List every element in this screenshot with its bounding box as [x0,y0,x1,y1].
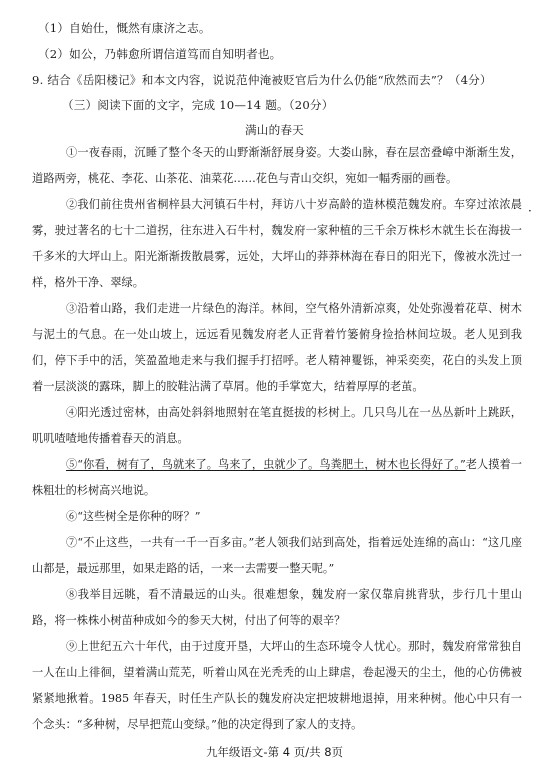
page-footer: 九年级语文-第 4 页/共 8页 [205,745,344,759]
paragraph-5-text [32,452,522,504]
paragraph-1 [32,140,522,192]
paragraph-3-text: ③沿着山路，我们走进一片绿色的海洋。林间，空气格外清新凉爽，处处弥漫着花草、树木与泥土的气息。在一处山坡上，远远看见魏发府老人正背着竹篓俯身捡拾林间垃圾。老人见到我们，停下手中的活，笑盈盈地走来与我们握手打招呼。老人精神矍铄，神采奕奕，花白的头发上顶着一层淡淡的露珠，脚上的胶鞋沾满了草屑。他的手掌宽大，结着厚厚的老茧。 [32,302,522,393]
paragraph-6 [32,504,522,530]
paragraph-3 [32,296,522,400]
paragraph-6-text: ⑥“这些树全是你种的呀？” [66,510,201,523]
article-title: 满山的春天 [245,123,304,137]
paragraph-2 [32,192,522,296]
paragraph-4-text: ④阳光透过密林，由高处斜斜地照射在笔直挺拔的杉树上。几只鸟儿在一丛丛新叶上跳跃，叽叽喳喳地传播着春天的消息。 [32,406,522,445]
paragraph-7-text: ⑦“不止这些，一共有一千一百多亩。”老人领我们站到高处，指着远处连绵的高山：“这几座山都是，最远那里，如果走路的话，一来一去需要一整天呢。” [32,536,522,575]
underlined-quote: ⑤“你看，树有了，鸟就来了。鸟来了，虫就少了。鸟粪肥土，树木也长得好了。” [66,458,466,471]
sub-item-2: （2）如公，乃韩愈所谓信道笃而自知明者也。 [38,47,282,61]
paragraph-9-text: ⑨上世纪五六十年代，由于过度开垦，大坪山的生态环境令人忧心。那时，魏发府常常独自一人在山上徘徊，望着满山荒芜，听着山风在光秃秃的山上肆虐，卷起漫天的尘土，他的心仿佛被紧紧地揪着。1985 年春天，时任生产队长的魏发府决定把坡耕地退掉，用来种树。他心中只有一个念头：“多种树，尽早把荒山变绿。”他的决定得到了家人的支持。 [32,640,522,731]
paragraph-2-text: ②我们前往贵州省桐梓县大河镇石牛村，拜访八十岁高龄的造林模范魏发府。车穿过浓浓晨雾，驶过著名的七十二道拐，往东进入石牛村，魏发府一家种植的三千余万株杉木就生长在海拔一千多米的大坪山上。阳光渐渐拨散晨雾，远处，大坪山的莽莽林海在春日的阳光下，像被水洗过一样，格外干净、翠绿。 [32,198,522,289]
paragraph-5-narration: 老人摸着一株粗壮的杉树高兴地说。 [32,458,522,497]
paragraph-9 [32,634,522,738]
question-9: 9. 结合《岳阳楼记》和本文内容，说说范仲淹被贬官后为什么仍能“欣然而去”？（4分） [32,73,492,87]
paragraph-1-text: ①一夜春雨，沉睡了整个冬天的山野渐渐舒展身姿。大娄山脉，春在层峦叠嶂中渐渐生发，道路两旁，桃花、李花、山茶花、油菜花……花色与青山交织，宛如一幅秀丽的画卷。 [32,146,522,185]
paragraph-5 [32,452,522,504]
paragraph-8-text: ⑧我举目远眺，看不清最远的山头。很难想象，魏发府一家仅靠肩挑背驮，步行几十里山路，将一株株小树苗种成如今的参天大树，付出了何等的艰辛？ [32,588,522,627]
stray-dot-mark: · [528,204,532,218]
section-3-instruction: （三）阅读下面的文字，完成 10—14 题。（20分） [62,98,334,112]
paragraph-7 [32,530,522,582]
sub-item-1: （1）自始仕，慨然有康济之志。 [38,21,211,35]
paragraph-4 [32,400,522,452]
paragraph-8 [32,582,522,634]
